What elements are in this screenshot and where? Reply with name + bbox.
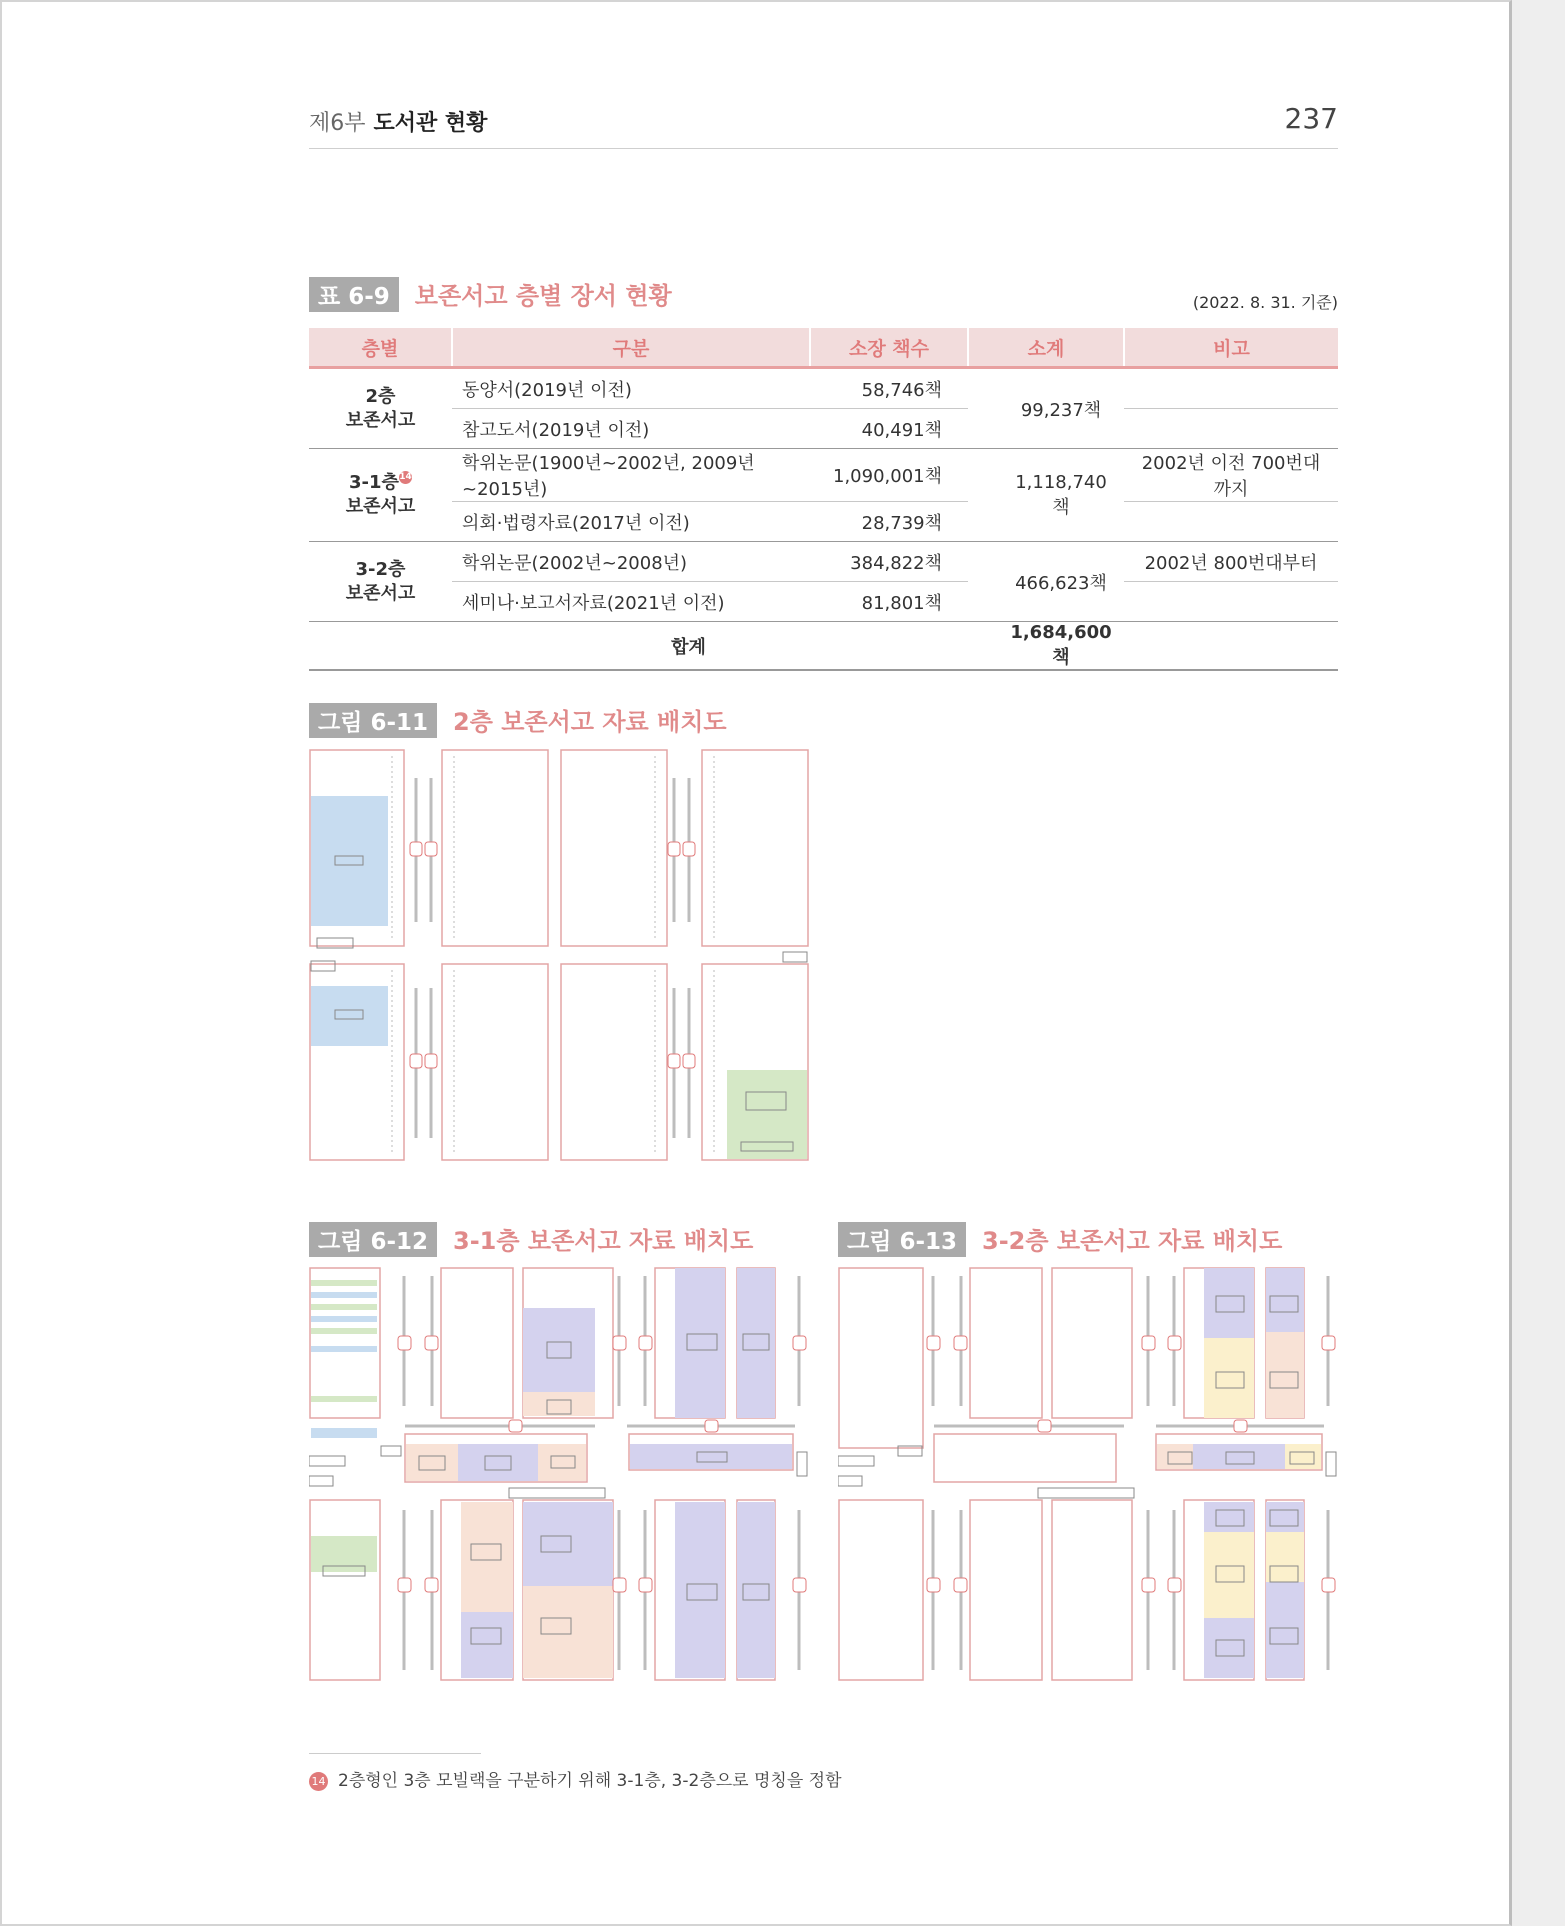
count-cell: 384,822책 (810, 542, 968, 582)
column-header: 층별 (309, 328, 452, 368)
table-total-row (309, 622, 1338, 671)
empty-cell (1124, 622, 1338, 671)
figure-caption (838, 1221, 1282, 1257)
note-cell: 2002년 800번대부터 (1124, 542, 1338, 582)
figure-caption (309, 1221, 753, 1257)
footnote (309, 1766, 842, 1791)
figure-label: 그림 6-13 (838, 1222, 966, 1257)
header-divider (309, 148, 1338, 149)
category-cell: 동양서(2019년 이전) (452, 368, 810, 409)
table-basis-date: (2022. 8. 31. 기준) (1192, 293, 1338, 312)
column-header: 비고 (1124, 328, 1338, 368)
column-header: 소계 (968, 328, 1124, 368)
category-cell: 의회·법령자료(2017년 이전) (452, 502, 810, 542)
figure-label: 그림 6-11 (309, 703, 437, 738)
table-row (309, 542, 1338, 582)
category-cell: 세미나·보고서자료(2021년 이전) (452, 582, 810, 622)
total-value: 1,684,600책 (968, 622, 1124, 671)
subtotal-cell: 1,118,740책 (968, 449, 1124, 542)
count-cell: 40,491책 (810, 409, 968, 449)
column-header: 구분 (452, 328, 810, 368)
table-caption (309, 276, 672, 312)
table-row (309, 582, 1338, 622)
floor-cell: 2층 보존서고 (309, 368, 452, 449)
page-number: 237 (1284, 102, 1338, 135)
table-title: 보존서고 층별 장서 현황 (414, 282, 672, 310)
figure-title: 2층 보존서고 자료 배치도 (453, 708, 727, 736)
floor-plan-3-1f (309, 1266, 809, 1682)
table-row (309, 368, 1338, 409)
floor-cell: 3-1층14 보존서고 (309, 449, 452, 542)
floor-plan-2f (309, 748, 813, 1162)
footnote-marker[interactable]: 14 (399, 472, 412, 482)
floor-cell: 3-2층 보존서고 (309, 542, 452, 622)
category-cell: 학위논문(2002년~2008년) (452, 542, 810, 582)
subtotal-cell: 466,623책 (968, 542, 1124, 622)
column-header: 소장 책수 (810, 328, 968, 368)
table-row (309, 409, 1338, 449)
note-cell (1124, 368, 1338, 409)
count-cell: 58,746책 (810, 368, 968, 409)
table-header-row (309, 328, 1338, 368)
chapter-title: 도서관 현황 (373, 111, 488, 136)
holdings-table (309, 328, 1338, 671)
note-cell (1124, 409, 1338, 449)
running-header (309, 106, 487, 137)
figure-title: 3-1층 보존서고 자료 배치도 (453, 1227, 754, 1255)
table-label: 표 6-9 (309, 277, 399, 312)
note-cell (1124, 582, 1338, 622)
total-label: 합계 (309, 622, 968, 671)
table-row (309, 449, 1338, 502)
figure-caption (309, 702, 727, 738)
subtotal-cell: 99,237책 (968, 368, 1124, 449)
note-cell (1124, 502, 1338, 542)
figure-title: 3-2층 보존서고 자료 배치도 (982, 1227, 1283, 1255)
count-cell: 81,801책 (810, 582, 968, 622)
count-cell: 1,090,001책 (810, 449, 968, 502)
part-label: 제6부 (309, 111, 366, 136)
table-row (309, 502, 1338, 542)
category-cell: 학위논문(1900년~2002년, 2009년~2015년) (452, 449, 810, 502)
footnote-text: 2층형인 3층 모빌랙을 구분하기 위해 3-1층, 3-2층으로 명칭을 정함 (338, 1771, 842, 1791)
footnote-divider (309, 1753, 481, 1754)
figure-label: 그림 6-12 (309, 1222, 437, 1257)
count-cell: 28,739책 (810, 502, 968, 542)
footnote-number: 14 (309, 1772, 328, 1791)
category-cell: 참고도서(2019년 이전) (452, 409, 810, 449)
floor-plan-3-2f (838, 1266, 1338, 1682)
note-cell: 2002년 이전 700번대까지 (1124, 449, 1338, 502)
